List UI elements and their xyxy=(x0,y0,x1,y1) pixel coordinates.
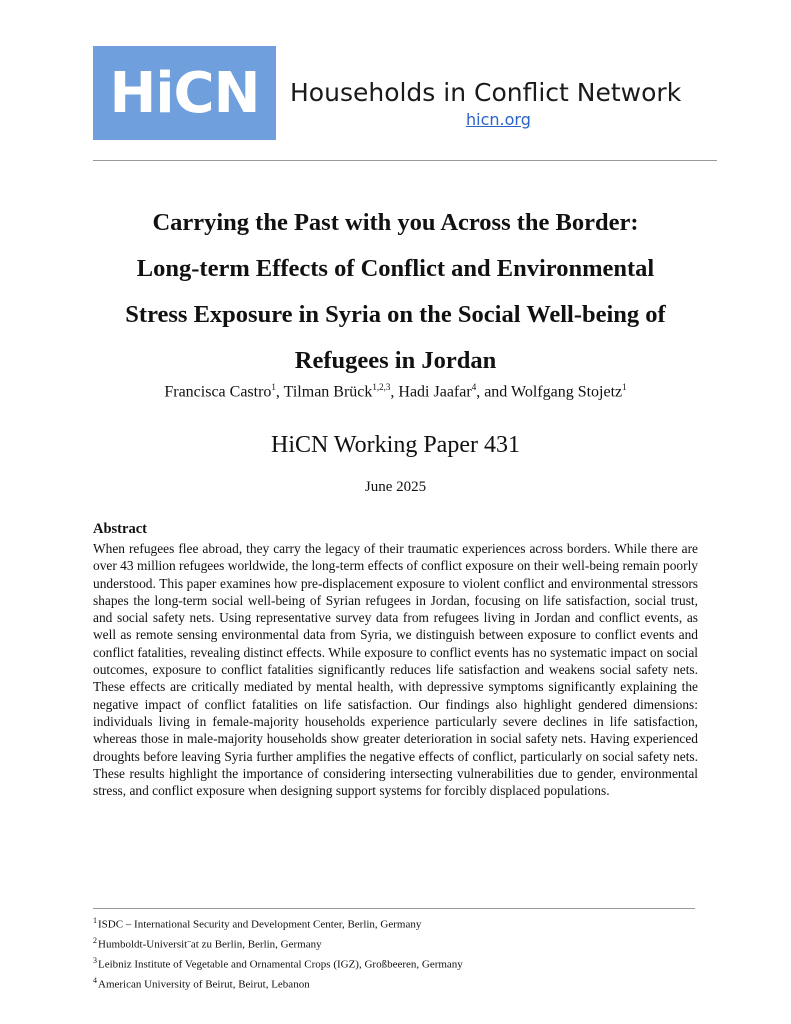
header-divider xyxy=(93,160,717,161)
footnote-number: 3 xyxy=(93,956,97,966)
title-line: Stress Exposure in Syria on the Social Well-being of xyxy=(125,301,666,328)
publication-date: June 2025 xyxy=(364,479,427,495)
footnote-number: 2 xyxy=(93,936,97,946)
author-affiliation: 1 xyxy=(271,382,276,392)
footnote-text: American University of Beirut, Beirut, Lebanon xyxy=(98,979,310,992)
network-url-link[interactable]: hicn.org xyxy=(466,110,531,129)
footnote-number: 4 xyxy=(93,976,97,986)
abstract-text: When refugees flee abroad, they carry the legacy of their traumatic experiences across borders. While there are over 43 million refugees worldwide, the long-term effects of conflict exposure on their well-being remain poorly understood. This paper examines how pre-displacement exposure to violent conflict and environmental stressors shapes the long-term social well-being of Syrian refugees in Jordan, focusing on life satisfaction, social trust, and social safety nets. Using representative survey data from refugees living in Jordan and conflict events, as well as remote sensing environmental data from Syria, we distinguish between exposure to conflict events and conflict fatalities, revealing distinct effects. While exposure to conflict events has no systematic impact on social outcomes, exposure to conflict fatalities significantly reduces life satisfaction and weakens social safety nets. These effects are critically mediated by mental health, with depressive symptoms significantly explaining the negative impact of conflict fatalities on life satisfaction. Our findings also highlight gendered dimensions: individuals living in female-majority households experience particularly severe declines in life satisfaction, whereas those in male-majority households show greater deterioration in social safety nets. Having experienced droughts before leaving Syria further amplifies the negative effects of conflict, particularly on social safety nets. These results highlight the importance of considering intersecting vulnerabilities due to gender, environmental stress, and conflict exposure when designing support systems for forcibly displaced populations. xyxy=(93,541,698,799)
author-name: Tilman Brück xyxy=(283,383,373,401)
network-name: Households in Conflict Network xyxy=(290,78,682,107)
paper-title xyxy=(93,200,698,384)
title-line: Refugees in Jordan xyxy=(294,347,497,374)
author-separator: , xyxy=(275,383,284,401)
footnote-number: 1 xyxy=(93,916,97,925)
footnote-text: Leibniz Institute of Vegetable and Ornamental Crops (IGZ), Großbeeren, Germany xyxy=(98,958,463,971)
title-line: Carrying the Past with you Across the Border: xyxy=(152,209,639,236)
author-affiliation: 1,2,3 xyxy=(372,382,391,392)
footnote-text: ISDC – International Security and Development Center, Berlin, Germany xyxy=(98,918,422,931)
author-list xyxy=(93,382,698,401)
author-affiliation: 1 xyxy=(622,382,627,392)
author-name: Francisca Castro xyxy=(164,383,272,401)
author-separator: , and xyxy=(476,383,511,401)
logo-text: HiCN xyxy=(109,60,260,126)
footnote-item xyxy=(93,933,698,953)
abstract-heading: Abstract xyxy=(93,521,147,537)
footnote-item xyxy=(93,953,698,973)
footnote-list xyxy=(93,913,698,994)
footnote-item xyxy=(93,913,698,933)
author-separator: , xyxy=(390,383,399,401)
author-name: Wolfgang Stojetz xyxy=(511,383,623,401)
title-line: Long-term Effects of Conflict and Environmental xyxy=(136,255,655,282)
footnote-item xyxy=(93,973,698,993)
author-affiliation: 4 xyxy=(471,382,477,392)
working-paper-number: HiCN Working Paper 431 xyxy=(271,432,520,458)
author-name: Hadi Jaafar xyxy=(398,383,472,401)
footnote-divider xyxy=(93,908,695,909)
hicn-logo xyxy=(93,46,276,140)
footnote-text: Humboldt-Universit¨at zu Berlin, Berlin, Germany xyxy=(98,938,322,951)
